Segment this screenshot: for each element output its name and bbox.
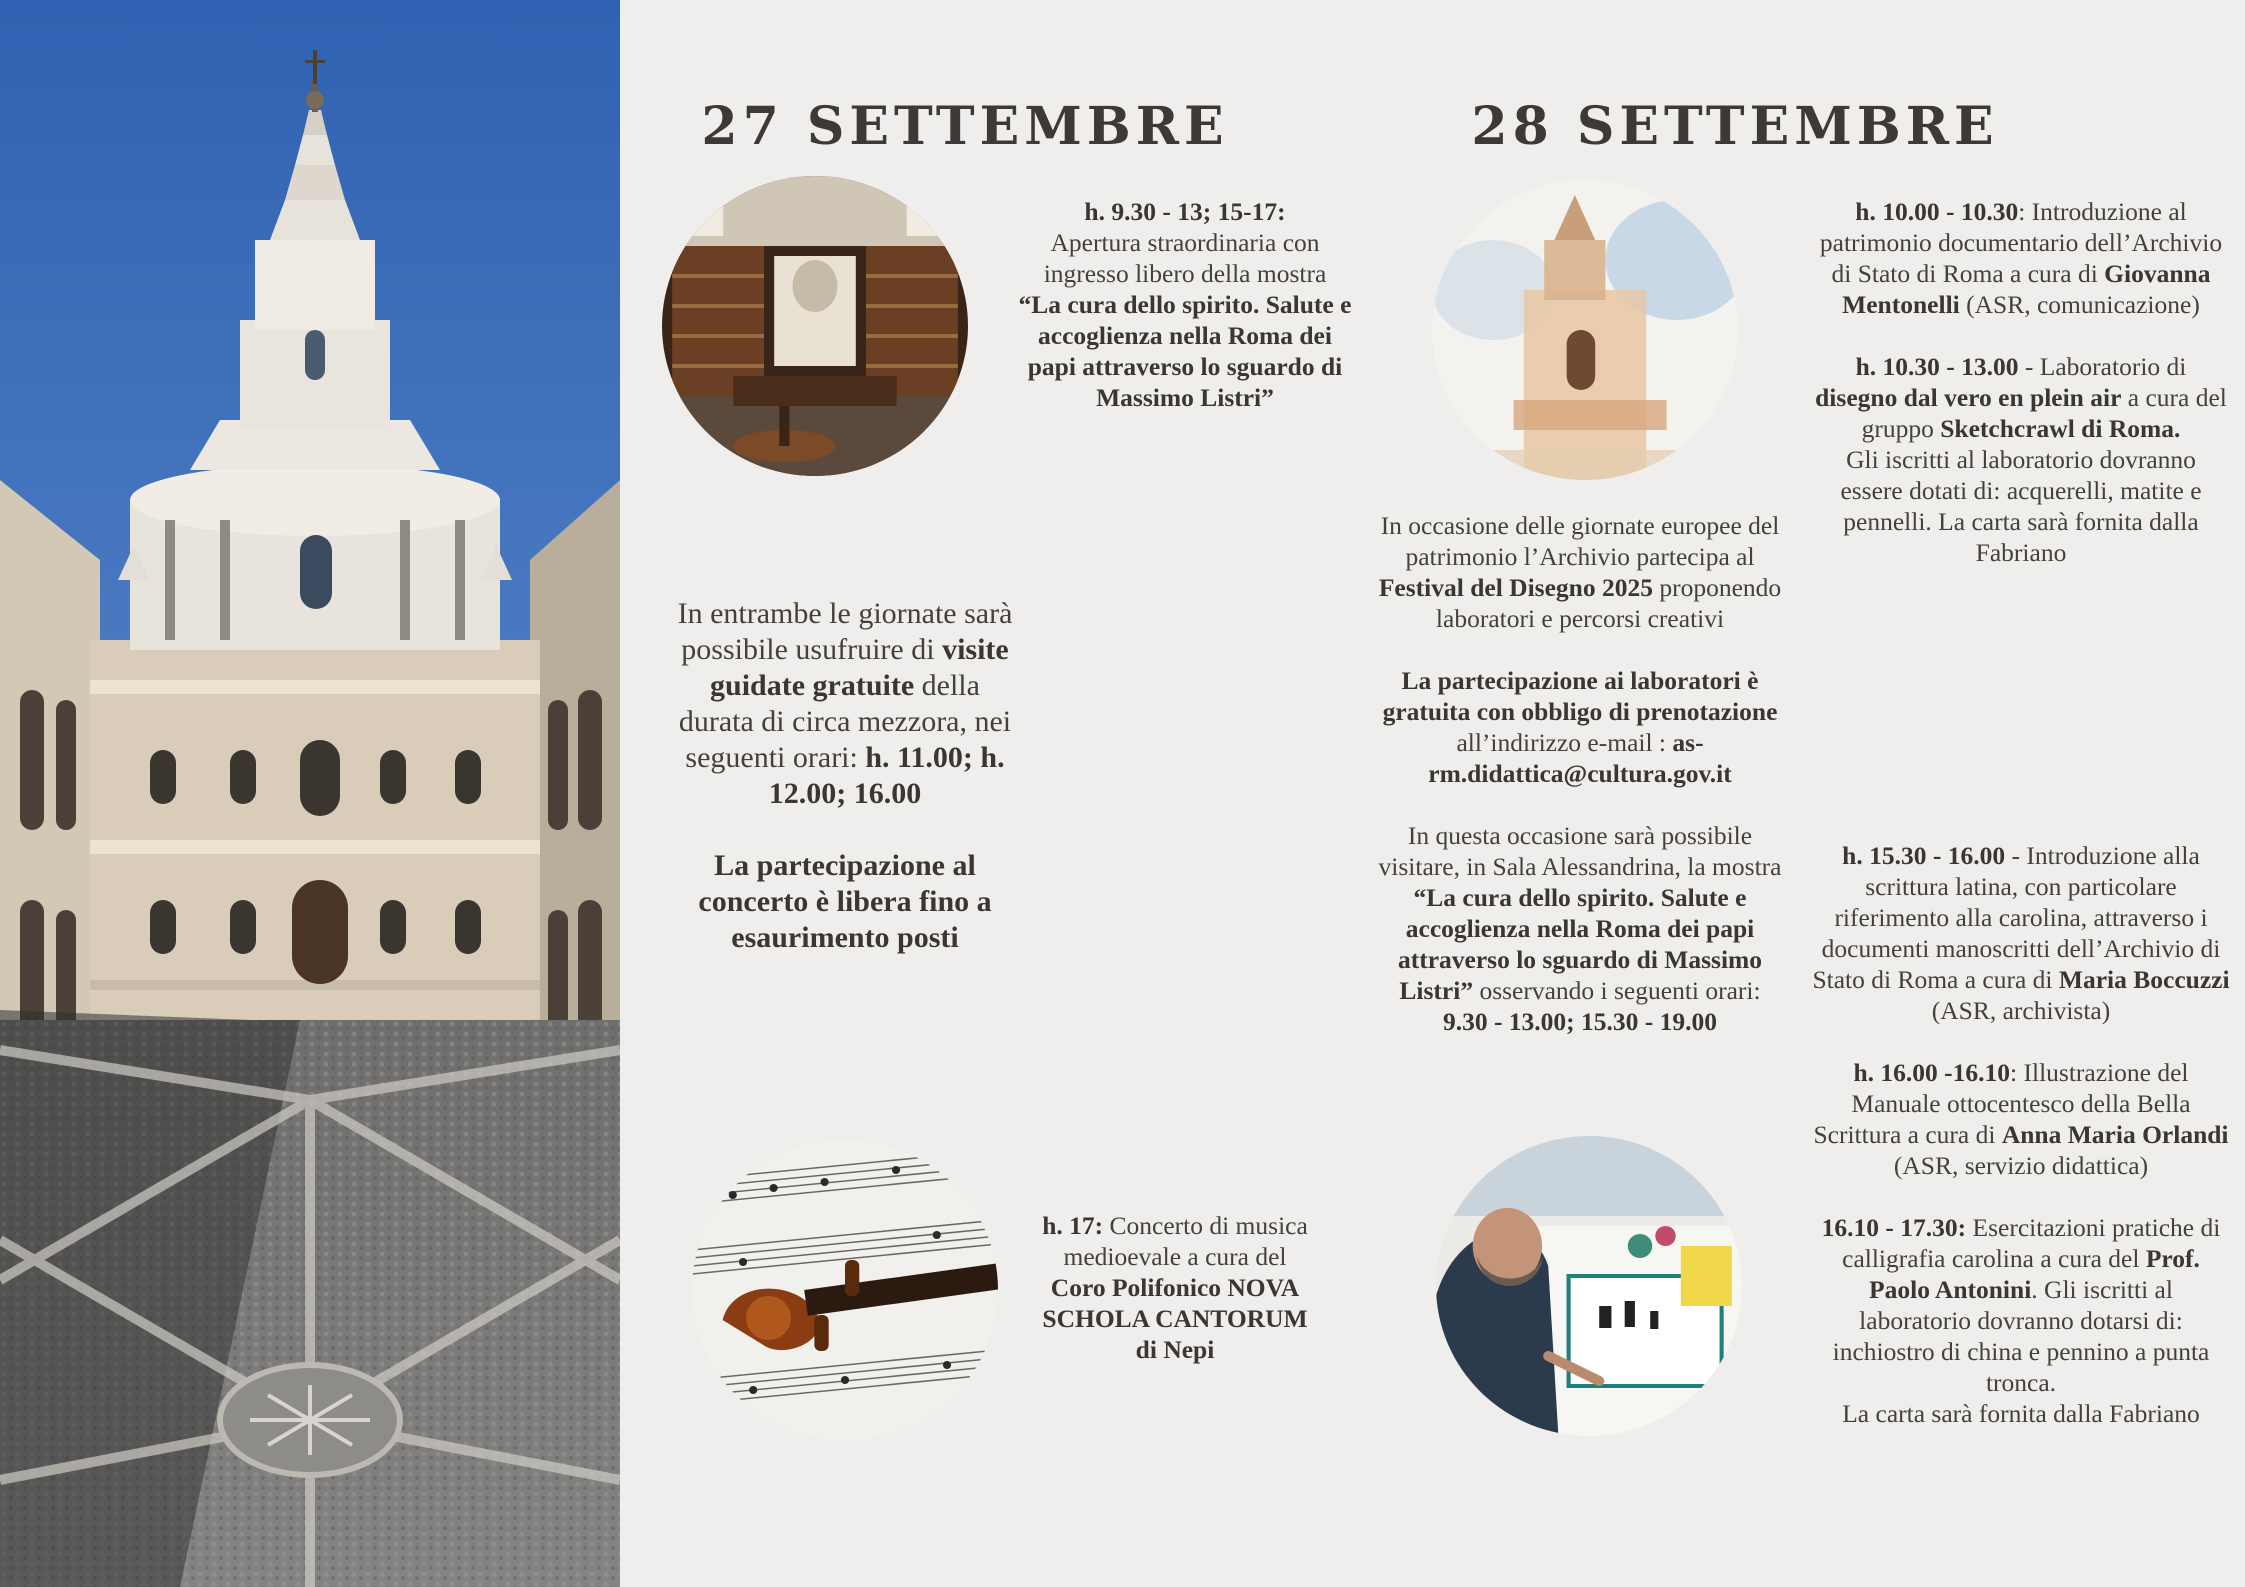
prog2-title: disegno dal vero en plein air — [1815, 383, 2122, 412]
day1-heading: 27 SETTEMBRE — [701, 96, 1229, 157]
prog3-time: h. 15.30 - 16.00 — [1842, 841, 2006, 870]
exhibit-text-2: osservando i seguenti orari: — [1479, 976, 1761, 1005]
intro-festival: Festival del Disegno 2025 — [1378, 573, 1653, 602]
participation-text: all’indirizzo e-mail : — [1456, 728, 1667, 757]
prog1-role: (ASR, comunicazione) — [1966, 290, 2200, 319]
visits-bold-2: h. 11.00; h. 12.00; 16.00 — [768, 741, 1005, 810]
violin-photo — [692, 1140, 998, 1440]
concert-choir: Coro Polifonico NOVA SCHOLA CANTORUM di Nepi — [1042, 1273, 1308, 1364]
exhibit-text-1: In questa occasione sarà possibile visitare, in Sala Alessandrina, la mostra — [1378, 821, 1782, 881]
prog5-speaker: Prof. Paolo Antonini — [1869, 1244, 2200, 1304]
prog2-time: h. 10.30 - 13.00 — [1855, 352, 2019, 381]
prog2-text-2: a cura del gruppo — [1861, 383, 2227, 443]
prog1-text: : Introduzione al patrimonio documentario dell’Archivio di Stato di Roma a cura di — [1819, 197, 2223, 288]
prog1-speaker: Giovanna Mentonelli — [1842, 259, 2211, 319]
prog3-speaker: Maria Boccuzzi — [2058, 965, 2230, 994]
program-column-afternoon — [1812, 840, 2230, 1429]
booking-email-link[interactable]: as-rm.didattica@cultura.gov.it — [1428, 728, 1732, 788]
visits-bold-1: visite guidate gratuite — [710, 633, 1009, 702]
prog5-time: 16.10 - 17.30: — [1821, 1213, 1967, 1242]
prog5-text-3: La carta sarà fornita dalla Fabriano — [1842, 1399, 2200, 1428]
prog1-time: h. 10.00 - 10.30 — [1855, 197, 2019, 226]
day1-visits-block — [675, 596, 1015, 956]
courtyard-photo — [0, 0, 620, 1587]
prog3-text: - Introduzione alla scrittura latina, con particolare riferimento alla carolina, attraverso i documenti manoscritti dell’Archivio di Stato di Roma a cura di — [1812, 841, 2221, 994]
exhibit-hours: 9.30 - 13.00; 15.30 - 19.00 — [1442, 1007, 1718, 1036]
prog5-text-2: . Gli iscritti al laboratorio dovranno dotarsi di: inchiostro di china e pennino a punta tronca. — [1832, 1275, 2210, 1397]
prog4-speaker: Anna Maria Orlandi — [2001, 1120, 2229, 1149]
day2-intro-block — [1375, 510, 1785, 1037]
day1-exhibit-block — [1015, 196, 1355, 413]
calligraphy-photo — [1436, 1136, 1742, 1436]
program-column — [1812, 196, 2230, 568]
watercolor-photo — [1432, 180, 1738, 480]
day1-exhibit-text: Apertura straordinaria con ingresso libero della mostra — [1043, 228, 1327, 288]
concert-time: h. 17: — [1042, 1211, 1104, 1240]
intro-text-2: proponendo laboratori e percorsi creativi — [1435, 573, 1782, 633]
prog3-role: (ASR, archivista) — [1931, 996, 2111, 1025]
concert-text: Concerto di musica medioevale a cura del — [1063, 1211, 1308, 1271]
library-photo — [662, 176, 968, 476]
prog4-time: h. 16.00 -16.10 — [1853, 1058, 2011, 1087]
visits-text-2: della durata di circa mezzora, nei seguenti orari: — [678, 669, 1012, 774]
exhibit-title: “La cura dello spirito. Salute e accoglienza nella Roma dei papi attraverso lo sguardo di Massimo Listri” — [1397, 883, 1763, 1005]
prog2-text-3: Gli iscritti al laboratorio dovranno essere dotati di: acquerelli, matite e pennelli. La carta sarà fornita dalla Fabriano — [1840, 445, 2202, 567]
concert-free-note: La partecipazione al concerto è libera fino a esaurimento posti — [698, 849, 992, 954]
visits-text-1: In entrambe le giornate sarà possibile usufruire di — [677, 597, 1013, 666]
day2-heading: 28 SETTEMBRE — [1471, 96, 1999, 157]
intro-text-1: In occasione delle giornate europee del patrimonio l’Archivio partecipa al — [1380, 511, 1780, 571]
prog4-role: (ASR, servizio didattica) — [1893, 1151, 2149, 1180]
concert-block — [1040, 1210, 1310, 1365]
prog5-text-1: Esercitazioni pratiche di calligrafia carolina a cura del — [1842, 1213, 2221, 1273]
prog4-text: : Illustrazione del Manuale ottocentesco della Bella Scrittura a cura di — [1813, 1058, 2191, 1149]
prog2-group: Sketchcrawl di Roma. — [1940, 414, 2181, 443]
day1-exhibit-time: h. 9.30 - 13; 15-17: — [1084, 197, 1286, 226]
day1-exhibit-title: “La cura dello spirito. Salute e accoglienza nella Roma dei papi attraverso lo sguardo di Massimo Listri” — [1018, 290, 1352, 412]
prog2-text-1: - Laboratorio di — [2024, 352, 2187, 381]
participation-bold: La partecipazione ai laboratori è gratuita con obbligo di prenotazione — [1382, 666, 1778, 726]
